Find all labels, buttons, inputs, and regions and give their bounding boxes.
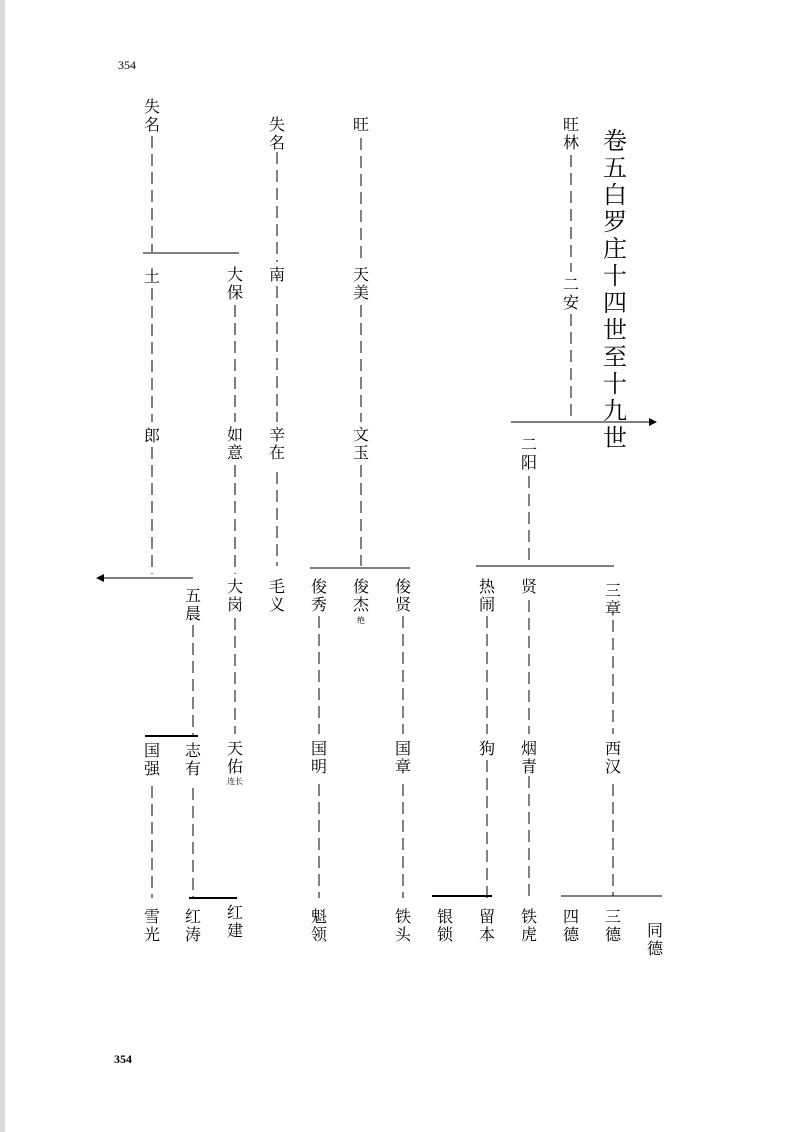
person-tietou: 铁头: [394, 907, 411, 944]
person-wuchen: 五晨: [184, 586, 201, 623]
person-junxian: 俊贤: [394, 577, 411, 614]
person-dagang: 大岗: [226, 577, 243, 614]
person-guozhang: 国章: [394, 739, 411, 776]
person-yanqing: 烟青: [520, 739, 537, 776]
person-tu: 土: [143, 267, 160, 286]
person-xinzai: 辛在: [268, 425, 285, 462]
person-maoyi: 毛义: [268, 577, 285, 614]
person-side: 四德: [562, 907, 579, 944]
person-sande: 三德: [604, 907, 621, 944]
person-renao: 热闹: [478, 577, 495, 614]
person-nan: 南: [268, 265, 285, 284]
person-junxiu: 俊秀: [310, 577, 327, 614]
person-tianmei: 天美: [352, 265, 369, 302]
person-wang: 旺: [352, 115, 369, 134]
person-wenyu: 文玉: [352, 425, 369, 462]
page-title: 卷五白罗庄 十四世至十九世: [603, 127, 627, 452]
person-gou: 狗: [478, 739, 495, 758]
person-dabao: 大保: [226, 265, 243, 302]
person-xueguang: 雪光: [143, 907, 160, 944]
person-unnamed-a: 失名: [268, 115, 285, 152]
person-guoqiang: 国强: [143, 741, 160, 778]
person-sanzhang: 三章: [604, 581, 621, 618]
person-hongjian: 红建: [226, 903, 243, 940]
person-xihan: 西汉: [604, 739, 621, 776]
person-hongtao: 红涛: [184, 907, 201, 944]
person-tiehu: 铁虎: [520, 907, 537, 944]
page-number-bottom: 354: [114, 1052, 132, 1066]
page-number-top: 354: [118, 58, 136, 72]
person-wanglin: 旺林: [562, 115, 579, 152]
person-ruyi: 如意: [226, 425, 243, 462]
person-junjie: 俊杰: [352, 577, 369, 614]
person-unnamed-b: 失名: [143, 97, 160, 134]
note-jue: 绝: [357, 616, 365, 625]
person-tianyou: 天佑: [226, 739, 243, 776]
person-liuben: 留本: [478, 907, 495, 944]
person-tongde: 同德: [646, 921, 663, 958]
person-eran: 二安: [562, 275, 579, 312]
person-zhiyou: 志有: [184, 741, 201, 778]
person-xian: 贤: [520, 577, 537, 596]
person-yinsuo: 银锁: [436, 907, 453, 944]
person-eryang: 二阳: [520, 435, 537, 472]
person-guoming: 国明: [310, 739, 327, 776]
note-lianzhang: 连长: [227, 777, 243, 786]
person-lang: 郎: [143, 426, 160, 445]
person-kuiling: 魁领: [310, 907, 327, 944]
